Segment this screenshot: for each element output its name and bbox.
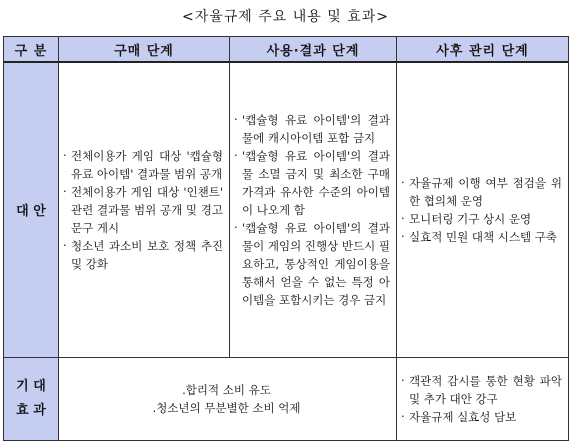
usage-item: . '캡슐형 유료 아이템'의 결과물에 캐시아이템 포함 금지 xyxy=(234,111,390,147)
expected-label xyxy=(4,357,59,441)
post-item: . 자율규제 이행 여부 점검을 위한 협의체 운영 xyxy=(401,174,562,210)
header-category: 구 분 xyxy=(4,37,59,63)
header-post: 사후 관리 단계 xyxy=(397,37,569,63)
purchase-cell xyxy=(59,62,230,357)
expected-item: . 합리적 소비 유도 xyxy=(63,381,390,399)
usage-cell xyxy=(230,62,397,357)
regulation-table xyxy=(3,36,569,441)
expected-row xyxy=(4,357,569,441)
expected-item: . 청소년의 무분별한 소비 억제 xyxy=(63,399,390,417)
header-usage: 사용·결과 단계 xyxy=(230,37,397,63)
header-row xyxy=(4,37,569,63)
expected-post-item: . 객관적 감시를 통한 현황 파악 및 추가 대안 강구 xyxy=(401,372,562,408)
alternative-label: 대 안 xyxy=(4,62,59,357)
expected-post-cell xyxy=(397,357,569,441)
page-title: <자율규제 주요 내용 및 효과> xyxy=(181,9,390,25)
usage-item: . '캡슐형 유료 아이템'의 결과물이 게임의 진행상 반드시 필요하고, 통상적인 게임이용을 통해서 얻을 수 없는 특정 아이템을 포함시키는 경우 금지 xyxy=(234,219,390,309)
expected-post-item: . 자율규제 실효성 담보 xyxy=(401,408,562,426)
purchase-item: . 전체이용가 게임 대상 '캡슐형 유료 아이템' 결과물 범위 공개 xyxy=(63,147,223,183)
expected-label-line: 기 대 xyxy=(16,378,46,394)
purchase-item: . 청소년 과소비 보호 정책 추진 및 강화 xyxy=(63,237,223,273)
alternative-row xyxy=(4,62,569,357)
usage-item: . '캡슐형 유료 아이템'의 결과물 소멸 금지 및 최소한 구매 가격과 유사한 수준의 아이템이 나오게 함 xyxy=(234,147,390,219)
purchase-item: . 전체이용가 게임 대상 '인챈트' 관련 결과물 범위 공개 및 경고 문구 게시 xyxy=(63,183,223,237)
post-item: . 실효적 민원 대책 시스템 구축 xyxy=(401,228,562,246)
header-purchase: 구매 단계 xyxy=(59,37,230,63)
post-item: . 모니터링 기구 상시 운영 xyxy=(401,210,562,228)
expected-combined-cell xyxy=(59,357,397,441)
expected-label-line: 효 과 xyxy=(16,402,46,418)
post-cell xyxy=(397,62,569,357)
